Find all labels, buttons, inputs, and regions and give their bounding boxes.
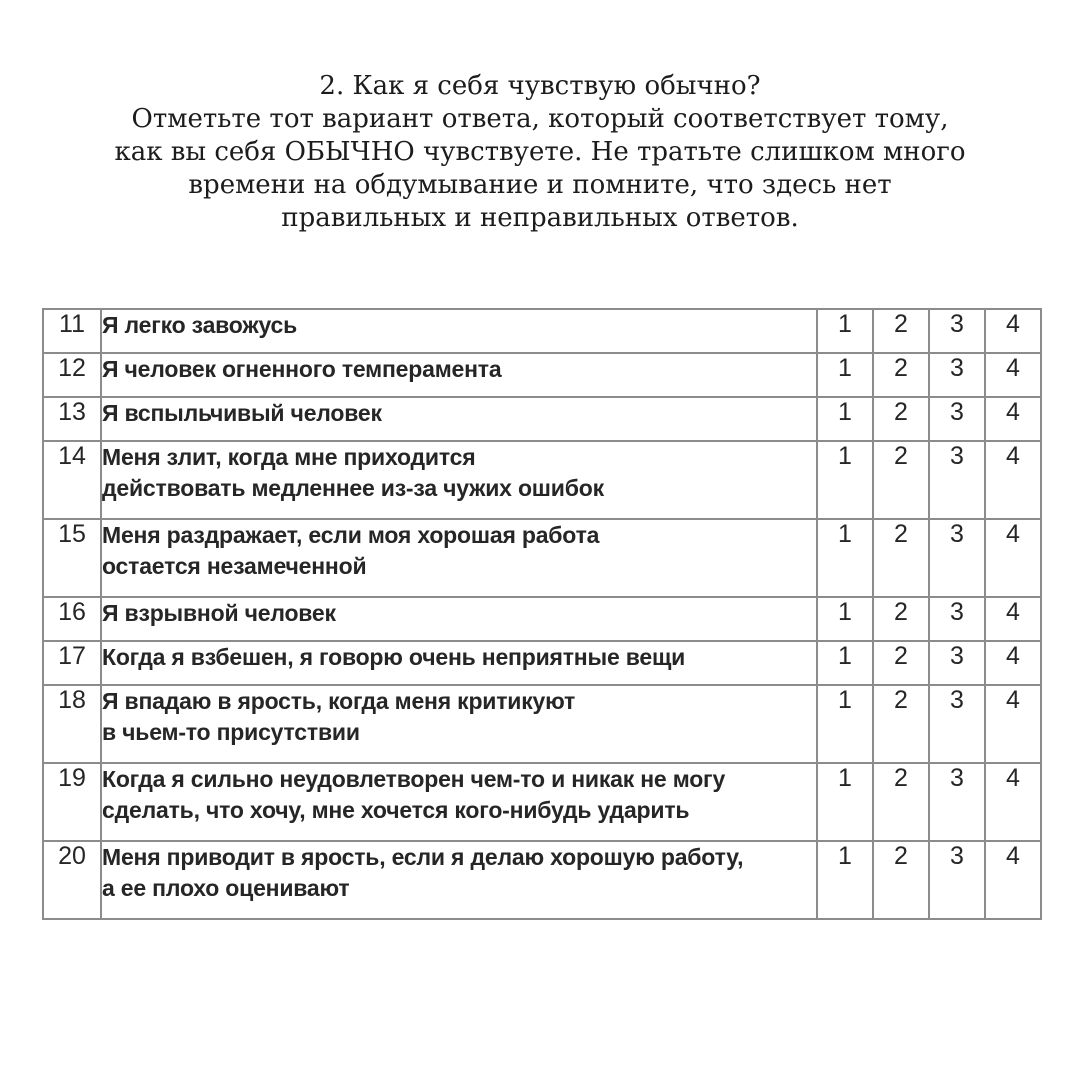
option-1[interactable]: 1 bbox=[817, 685, 873, 763]
item-number: 15 bbox=[43, 519, 101, 597]
option-3[interactable]: 3 bbox=[929, 441, 985, 519]
item-number: 18 bbox=[43, 685, 101, 763]
statement-line: Я человек огненного темперамента bbox=[102, 356, 502, 382]
statement-line: Когда я взбешен, я говорю очень неприятные вещи bbox=[102, 644, 686, 670]
option-3[interactable]: 3 bbox=[929, 641, 985, 685]
option-4[interactable]: 4 bbox=[985, 397, 1041, 441]
option-1[interactable]: 1 bbox=[817, 309, 873, 353]
statement-line: действовать медленнее из-за чужих ошибок bbox=[102, 475, 604, 501]
option-2[interactable]: 2 bbox=[873, 441, 929, 519]
instruction-line: как вы себя ОБЫЧНО чувствуете. Не тратьте слишком много bbox=[114, 137, 966, 167]
option-2[interactable]: 2 bbox=[873, 309, 929, 353]
statement-line: сделать, что хочу, мне хочется кого-нибудь ударить bbox=[102, 797, 690, 823]
table-row bbox=[43, 841, 1041, 919]
option-3[interactable]: 3 bbox=[929, 685, 985, 763]
item-statement bbox=[101, 309, 817, 353]
option-4[interactable]: 4 bbox=[985, 597, 1041, 641]
instructions bbox=[60, 70, 1020, 235]
item-number: 14 bbox=[43, 441, 101, 519]
item-number: 11 bbox=[43, 309, 101, 353]
item-number: 17 bbox=[43, 641, 101, 685]
option-4[interactable]: 4 bbox=[985, 763, 1041, 841]
item-statement bbox=[101, 397, 817, 441]
option-4[interactable]: 4 bbox=[985, 353, 1041, 397]
option-4[interactable]: 4 bbox=[985, 685, 1041, 763]
option-1[interactable]: 1 bbox=[817, 441, 873, 519]
item-number: 12 bbox=[43, 353, 101, 397]
statement-line: Меня злит, когда мне приходится bbox=[102, 444, 476, 470]
statement-line: а ее плохо оценивают bbox=[102, 875, 350, 901]
option-4[interactable]: 4 bbox=[985, 841, 1041, 919]
item-number: 19 bbox=[43, 763, 101, 841]
table-row bbox=[43, 519, 1041, 597]
option-1[interactable]: 1 bbox=[817, 763, 873, 841]
option-2[interactable]: 2 bbox=[873, 641, 929, 685]
option-2[interactable]: 2 bbox=[873, 841, 929, 919]
option-1[interactable]: 1 bbox=[817, 397, 873, 441]
statement-line: Я вспыльчивый человек bbox=[102, 400, 382, 426]
item-number: 13 bbox=[43, 397, 101, 441]
item-statement bbox=[101, 763, 817, 841]
section-title: 2. Как я себя чувствую обычно? bbox=[319, 71, 761, 101]
item-statement bbox=[101, 641, 817, 685]
option-4[interactable]: 4 bbox=[985, 519, 1041, 597]
instruction-line: времени на обдумывание и помните, что здесь нет bbox=[188, 170, 892, 200]
item-number: 20 bbox=[43, 841, 101, 919]
table-row bbox=[43, 641, 1041, 685]
table-row bbox=[43, 353, 1041, 397]
option-1[interactable]: 1 bbox=[817, 597, 873, 641]
option-1[interactable]: 1 bbox=[817, 353, 873, 397]
option-2[interactable]: 2 bbox=[873, 763, 929, 841]
item-statement bbox=[101, 685, 817, 763]
item-statement bbox=[101, 597, 817, 641]
option-4[interactable]: 4 bbox=[985, 309, 1041, 353]
statement-line: Меня приводит в ярость, если я делаю хорошую работу, bbox=[102, 844, 744, 870]
table-row bbox=[43, 441, 1041, 519]
option-1[interactable]: 1 bbox=[817, 841, 873, 919]
table-row bbox=[43, 685, 1041, 763]
item-statement bbox=[101, 441, 817, 519]
statement-line: остается незамеченной bbox=[102, 553, 367, 579]
option-3[interactable]: 3 bbox=[929, 763, 985, 841]
option-2[interactable]: 2 bbox=[873, 519, 929, 597]
option-4[interactable]: 4 bbox=[985, 441, 1041, 519]
option-3[interactable]: 3 bbox=[929, 397, 985, 441]
instruction-line: правильных и неправильных ответов. bbox=[281, 203, 799, 233]
statement-line: Я впадаю в ярость, когда меня критикуют bbox=[102, 688, 576, 714]
statement-line: Когда я сильно неудовлетворен чем-то и никак не могу bbox=[102, 766, 726, 792]
option-3[interactable]: 3 bbox=[929, 353, 985, 397]
option-2[interactable]: 2 bbox=[873, 685, 929, 763]
option-2[interactable]: 2 bbox=[873, 353, 929, 397]
item-number: 16 bbox=[43, 597, 101, 641]
option-2[interactable]: 2 bbox=[873, 597, 929, 641]
option-3[interactable]: 3 bbox=[929, 519, 985, 597]
option-4[interactable]: 4 bbox=[985, 641, 1041, 685]
option-3[interactable]: 3 bbox=[929, 841, 985, 919]
table-row bbox=[43, 597, 1041, 641]
instruction-line: Отметьте тот вариант ответа, который соответствует тому, bbox=[131, 104, 949, 134]
option-1[interactable]: 1 bbox=[817, 641, 873, 685]
item-statement bbox=[101, 353, 817, 397]
table-row bbox=[43, 309, 1041, 353]
item-statement bbox=[101, 841, 817, 919]
item-statement bbox=[101, 519, 817, 597]
table-row bbox=[43, 763, 1041, 841]
option-3[interactable]: 3 bbox=[929, 309, 985, 353]
statement-line: Я легко завожусь bbox=[102, 312, 298, 338]
option-2[interactable]: 2 bbox=[873, 397, 929, 441]
table-row bbox=[43, 397, 1041, 441]
option-1[interactable]: 1 bbox=[817, 519, 873, 597]
statement-line: Я взрывной человек bbox=[102, 600, 336, 626]
statement-line: Меня раздражает, если моя хорошая работа bbox=[102, 522, 600, 548]
statement-line: в чьем-то присутствии bbox=[102, 719, 360, 745]
questionnaire-table bbox=[42, 308, 1042, 920]
option-3[interactable]: 3 bbox=[929, 597, 985, 641]
